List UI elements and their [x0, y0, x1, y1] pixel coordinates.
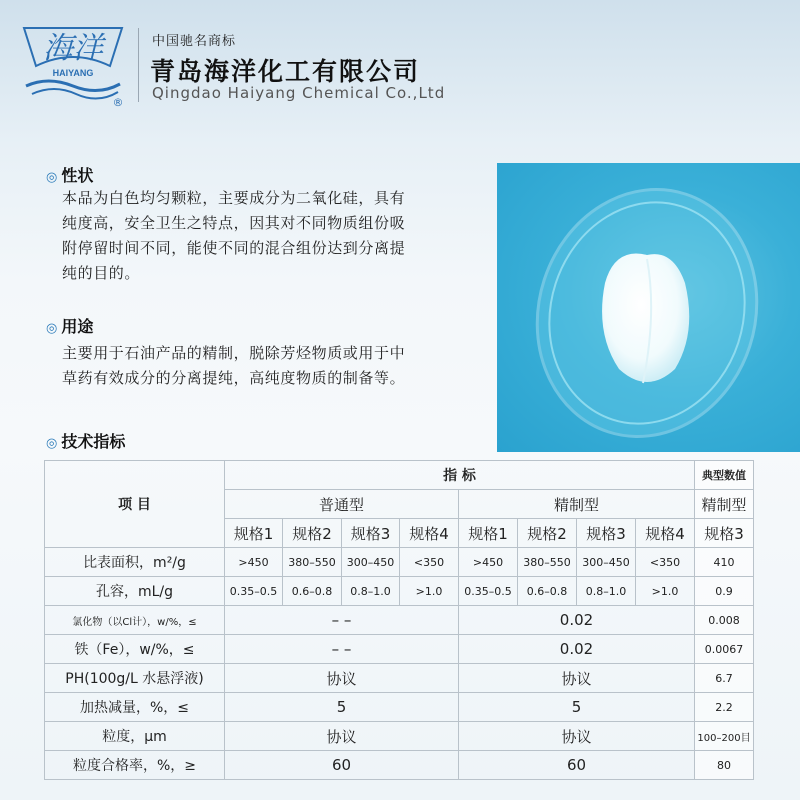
spec-label: 规格4 — [400, 519, 459, 548]
spec-label: 规格1 — [225, 519, 283, 548]
company-logo — [18, 18, 128, 108]
table-cell: – – — [225, 606, 459, 635]
table-row — [45, 751, 754, 780]
text-line: 附停留时间不同，能使不同的混合组份达到分离提 — [62, 239, 406, 257]
row-label: 孔容，mL/g — [45, 577, 225, 606]
table-cell: <350 — [636, 548, 695, 577]
row-label: 粒度，μm — [45, 722, 225, 751]
table-cell: 0.0067 — [695, 635, 754, 664]
table-cell: 100–200目 — [695, 722, 754, 751]
table-row — [45, 548, 754, 577]
bullet-icon: ◎ — [46, 436, 58, 451]
row-label: 加热减量，%，≤ — [45, 693, 225, 722]
table-cell: >450 — [459, 548, 518, 577]
table-cell: 5 — [225, 693, 459, 722]
table-cell: 0.02 — [459, 606, 695, 635]
table-cell: – – — [225, 635, 459, 664]
table-cell: 380–550 — [518, 548, 577, 577]
table-cell: >450 — [225, 548, 283, 577]
spec-label: 规格2 — [518, 519, 577, 548]
table-cell: 380–550 — [283, 548, 342, 577]
table-cell: 0.35–0.5 — [459, 577, 518, 606]
table-cell: 协议 — [459, 722, 695, 751]
table-cell: 0.9 — [695, 577, 754, 606]
group-refined: 精制型 — [459, 490, 695, 519]
header-divider — [138, 28, 139, 102]
text-line: 本品为白色均匀颗粒，主要成分为二氧化硅，具有 — [62, 189, 406, 207]
group-ordinary: 普通型 — [225, 490, 459, 519]
table-cell: 5 — [459, 693, 695, 722]
table-row — [45, 606, 754, 635]
table-cell: 0.8–1.0 — [342, 577, 400, 606]
text-line: 主要用于石油产品的精制，脱除芳烃物质或用于中 — [62, 344, 406, 362]
company-name-en: Qingdao Haiyang Chemical Co.,Ltd — [152, 84, 446, 102]
logo-registered: ® — [112, 96, 124, 108]
section-title-usage: ◎ 用途 — [46, 317, 94, 336]
bullet-icon: ◎ — [46, 321, 58, 336]
table-cell: >1.0 — [636, 577, 695, 606]
spec-label: 规格4 — [636, 519, 695, 548]
text-line: 纯度高，安全卫生之特点，因其对不同物质组份吸 — [62, 214, 406, 232]
table-cell: 协议 — [225, 664, 459, 693]
logo-sub: HAIYANG — [52, 68, 94, 78]
table-cell: 6.7 — [695, 664, 754, 693]
spec-label: 规格1 — [459, 519, 518, 548]
spec-label: 规格3 — [342, 519, 400, 548]
table-cell: 60 — [225, 751, 459, 780]
table-cell: 0.008 — [695, 606, 754, 635]
bullet-icon: ◎ — [46, 170, 58, 185]
properties-text — [62, 186, 472, 286]
table-cell: 60 — [459, 751, 695, 780]
spec-label: 规格3 — [577, 519, 636, 548]
table-row — [45, 693, 754, 722]
section-title-properties: ◎ 性状 — [46, 166, 94, 185]
company-name-cn: 青岛海洋化工有限公司 — [150, 57, 421, 86]
trademark-text: 中国驰名商标 — [152, 34, 237, 49]
logo-chars: 海洋 — [43, 31, 103, 66]
table-cell: 0.8–1.0 — [577, 577, 636, 606]
section-title-specs: ◎ 技术指标 — [46, 432, 126, 451]
table-row — [45, 722, 754, 751]
row-label: 比表面积，m²/g — [45, 548, 225, 577]
spec-label: 规格3 — [695, 519, 754, 548]
table-cell: 80 — [695, 751, 754, 780]
table-row — [45, 664, 754, 693]
table-cell: 0.6–0.8 — [518, 577, 577, 606]
item-header: 项 目 — [45, 461, 225, 548]
table-cell: 协议 — [459, 664, 695, 693]
index-header: 指 标 — [225, 461, 695, 490]
product-photo — [497, 163, 800, 452]
table-cell: 300–450 — [342, 548, 400, 577]
table-cell: 300–450 — [577, 548, 636, 577]
table-cell: 0.35–0.5 — [225, 577, 283, 606]
table-row — [45, 635, 754, 664]
row-label: 铁（Fe），w/%，≤ — [45, 635, 225, 664]
spec-table — [44, 460, 754, 780]
table-cell: 2.2 — [695, 693, 754, 722]
table-cell: 0.6–0.8 — [283, 577, 342, 606]
table-row — [45, 577, 754, 606]
table-cell: >1.0 — [400, 577, 459, 606]
row-label: 氯化物（以Cl计），w/%，≤ — [45, 606, 225, 635]
text-line: 草药有效成分的分离提纯，高纯度物质的制备等。 — [62, 369, 406, 387]
text-line: 纯的目的。 — [62, 264, 141, 282]
header — [0, 0, 800, 120]
row-label: 粒度合格率，%，≥ — [45, 751, 225, 780]
table-cell: <350 — [400, 548, 459, 577]
table-cell: 协议 — [225, 722, 459, 751]
row-label: PH(100g/L 水悬浮液) — [45, 664, 225, 693]
product-dish-illustration — [497, 163, 800, 452]
spec-label: 规格2 — [283, 519, 342, 548]
usage-text — [62, 341, 472, 391]
group-typical: 精制型 — [695, 490, 754, 519]
typical-header: 典型数值 — [695, 461, 754, 490]
table-cell: 0.02 — [459, 635, 695, 664]
table-cell: 410 — [695, 548, 754, 577]
